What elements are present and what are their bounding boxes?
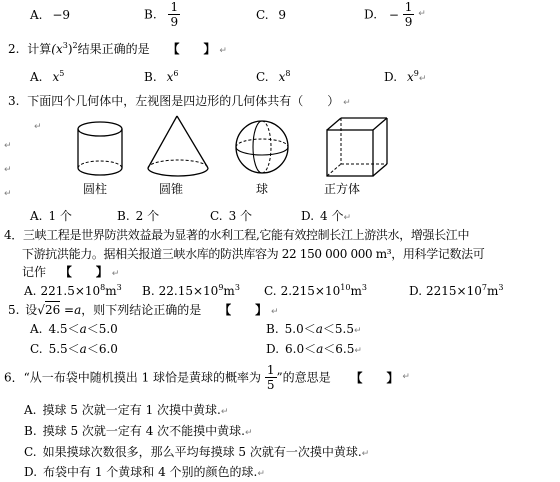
return-mark: ↵ [343,213,352,223]
q6-option-d: D. 布袋中有 1 个黄球和 4 个别的颜色的球.↵ [24,465,265,479]
q4-option-c: C. $2.215\times 10^{10}m^3$ [264,283,367,298]
shape-label-cube: 正方体 [324,182,361,196]
cube-icon [325,116,389,180]
q4-option-b: B. $22.15\times 10^9m^3$ [142,283,240,298]
q6-stem: 6．“从一布袋中随机摸出 1 球恰是黄球的概率为 $\frac{1}{5}$ ”的意思是 【 】 ↵ [4,363,410,392]
q6-option-a: A. 摸球 5 次就一定有 1 次摸中黄球.↵ [24,403,229,417]
return-mark: ↵ [220,407,229,417]
q4-option-d: D. $2215\times 10^7m^3$ [409,283,504,298]
q6-option-b: B. 摸球 5 次就一定有 4 次不能摸中黄球.↵ [24,424,253,438]
q2-option-c: C. $x^8$ [256,69,291,84]
q5-option-c: C. 5.5＜a＜6.0 [30,342,118,356]
q3-option-b: B. 2 个 [117,209,160,223]
return-mark: ↵ [34,122,42,132]
q4-line-3: 记作 【 】 ↵ [22,265,120,279]
return-mark: ↵ [4,141,12,151]
q4-line-1: 4．三峡工程是世界防洪效益最为显著的水利工程,它能有效控制长江上游洪水，增强长江中 [4,228,470,242]
return-mark: ↵ [361,449,370,459]
q2-option-a: A. $x^5$ [30,69,65,84]
return-mark: ↵ [111,269,120,279]
q1-option-a: A. −9 [30,8,71,22]
q5-option-b: B. 5.0＜a＜5.5↵ [266,322,362,336]
return-mark: ↵ [343,98,351,108]
q2-option-d: D. $x^9↵$ [384,69,427,84]
fraction: $\frac{1}{9}$ [170,0,179,29]
return-mark: ↵ [418,74,427,84]
return-mark: ↵ [402,372,410,382]
q1-option-b: B. $\frac{1}{9}$ [144,0,179,29]
shape-label-cone: 圆锥 [159,182,184,196]
return-mark: ↵ [418,9,426,19]
q3-option-c: C. 3 个 [210,209,253,223]
shape-label-sphere: 球 [256,182,269,196]
q2-stem: 2. 计算$(x^3)^2$结果正确的是 【 】 ↵ [8,41,227,56]
q5-stem: 5. 设√26 =a，则下列结论正确的是 【 】 ↵ [8,303,279,317]
q3-option-a: A. 1 个 [30,209,72,223]
return-mark: ↵ [4,189,12,199]
q4-line-2: 下游抗洪能力。据相关报道三峡水库的防洪库容为 22 150 000 000 m³，用科学记数法可 [22,247,485,261]
shape-label-cylinder: 圆柱 [83,182,108,196]
return-mark: ↵ [354,346,362,356]
q3-stem: 3. 下面四个几何体中，左视图是四边形的几何体共有（ ） ↵ [8,94,351,108]
sphere-icon [232,118,294,180]
sqrt-sign: √ [37,303,45,317]
return-mark: ↵ [353,326,362,336]
cone-icon [144,114,214,180]
return-mark: ↵ [219,46,227,56]
q2-option-b: B. $x^6$ [144,69,179,84]
q4-option-a: A. $221.5\times 10^8m^3$ [24,283,122,298]
cylinder-icon [72,120,128,180]
return-mark: ↵ [257,469,265,479]
q3-option-d: D. 4 个↵ [301,209,352,223]
return-mark: ↵ [4,165,12,175]
q1-option-d: D. − $\frac{1}{9}$ ↵ [364,0,426,29]
return-mark: ↵ [244,428,253,438]
q1-option-c: C. 9 [256,8,287,22]
return-mark: ↵ [270,307,279,317]
q5-option-a: A. 4.5＜a＜5.0 [30,322,118,336]
q5-option-d: D. 6.0＜a＜6.5↵ [266,342,362,356]
fraction: $\frac{1}{9}$ [404,0,413,29]
fraction: $\frac{1}{5}$ [266,363,275,392]
q6-option-c: C. 如果摸球次数很多，那么平均每摸球 5 次就有一次摸中黄球.↵ [24,445,370,459]
